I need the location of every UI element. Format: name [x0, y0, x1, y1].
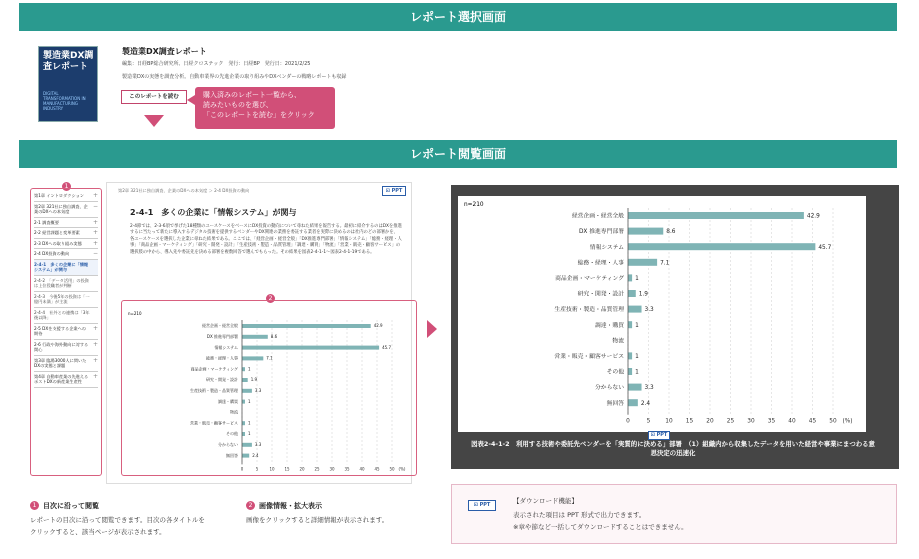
bar	[242, 454, 249, 458]
bar	[628, 212, 804, 219]
expand-icon[interactable]: +	[92, 192, 98, 199]
sidebar-item[interactable]	[34, 276, 98, 292]
category-label: DX 推進専門部署	[578, 229, 624, 236]
value-label: 3.3	[254, 442, 262, 447]
x-tick-label: 45	[808, 418, 817, 425]
bar	[628, 274, 632, 281]
bar	[628, 243, 815, 250]
bar	[628, 290, 636, 297]
download-text	[513, 509, 688, 533]
value-label: 45.7	[818, 244, 832, 251]
x-tick-label: 30	[747, 418, 755, 425]
bar	[628, 368, 632, 375]
sidebar-item[interactable]	[34, 239, 98, 250]
reader-screen-header: レポート閲覧画面	[19, 140, 897, 168]
sidebar-item-label: 第4章 自動車産業の先進えるポストDXの新産業生産性	[34, 373, 89, 384]
cover-title: 製造業DX調査レポート	[43, 51, 94, 72]
expand-icon[interactable]: +	[92, 218, 98, 226]
x-tick-label: 25	[314, 466, 320, 472]
category-label: 情報システム	[214, 344, 238, 350]
report-meta: 編集：日経BP総合研究所、日経クロステック 発行：日経BP 発行日：2021/2/25	[122, 61, 311, 67]
x-tick-label: 40	[359, 466, 365, 472]
bar	[242, 356, 263, 360]
download-line-2: ※章や節など一括してダウンロードすることはできません。	[513, 523, 688, 531]
value-label: 1.9	[638, 291, 649, 298]
bar	[242, 421, 245, 425]
enlarged-chart[interactable]	[458, 196, 866, 432]
sidebar-item[interactable]	[34, 372, 98, 388]
bar	[242, 400, 245, 404]
sidebar-item-label: 第2章 321社に独自調査、企業のDXへの本気度	[34, 203, 88, 214]
sidebar-item-label: 2-4-1 多くの企業に「情報システム」が関与	[34, 261, 89, 272]
callout-line-3: 「このレポートを読む」をクリック	[203, 111, 315, 119]
chart-caption: 図表2-4-1-2 利用する技術や委託先ベンダーを「実質的に決める」部署 （1）組織内から収集したデータを用いた経営や事業にまつわる意思決定の迅速化	[471, 440, 875, 457]
value-label: 1	[248, 420, 251, 426]
report-description: 製造業DXの実態を調査分析。自動車業界の先進企業の取り組みやDXベンダーの戦略レポートも収録	[122, 74, 347, 80]
toc-sidebar	[30, 188, 102, 476]
x-tick-label: 35	[344, 466, 350, 472]
bar	[628, 228, 663, 235]
sidebar-item-label: 第3章 臨場3000人に問いたDXの実態と課題	[34, 357, 87, 368]
sidebar-item[interactable]	[34, 202, 98, 218]
value-label: 2.4	[640, 400, 651, 407]
breadcrumb: 第2章 321社に独自調査、企業のDXへの本気度 ＞ 2-4 DX投資の動向	[118, 188, 250, 193]
value-label: 1	[635, 369, 639, 376]
sidebar-item-label: 2-1 調査概要	[34, 219, 59, 225]
category-label: 総務・経理・人事	[577, 260, 624, 267]
value-label: 1	[635, 276, 639, 282]
report-title: 製造業DX調査レポート	[122, 47, 207, 56]
x-tick-label: 5	[255, 466, 259, 472]
ppt-icon: ⊡	[473, 502, 478, 508]
sidebar-item[interactable]	[34, 260, 98, 276]
sidebar-item-label: 2-4-3 今後5年の投資は「一億円未満」が主流	[34, 293, 90, 304]
value-label: 8.6	[666, 229, 676, 236]
bar	[242, 389, 252, 393]
category-label: 無回答	[606, 400, 624, 407]
value-label: 42.9	[806, 213, 820, 220]
x-tick-label: 50	[829, 418, 837, 425]
callout-line-1: 購入済みのレポート一覧から、	[203, 91, 301, 99]
collapse-icon[interactable]: −	[92, 250, 98, 257]
right-arrow-icon	[427, 320, 437, 338]
down-arrow-icon	[144, 115, 164, 127]
category-label: 生産技術・製造・品質管理	[554, 307, 624, 314]
feature-two-title: 画像情報・拡大表示	[259, 502, 322, 510]
bar	[242, 335, 268, 339]
feature-one-desc-1: レポートの目次に沿って閲覧できます。目次の各タイトルを	[30, 516, 205, 524]
x-tick-label: 20	[706, 418, 714, 425]
value-label: 1	[248, 366, 251, 372]
sidebar-item[interactable]	[34, 340, 98, 356]
chart-note: n=210	[128, 311, 142, 316]
section-body: 2-4節では、2-3-6項で挙げた18種類のユースケースをベースにDX投資の動向について尋ねた結果を報告する。最初に紹介するのはDXを推進するに当たって新たに導入するデジタル技術を提供するベンダーやDX関連の業務を委託する業者を実際に決めるのは社内のどの部署かを、各ユースケースを選択した企業に尋ねた結果である。ここでは、「経営企画・経営全般」「DX推進専門部署」「情報システム」「総務・経理・人事」「商品企画・マーケティング」「研究・開発・設計」「生産技術・製造・品質管理」「調達・購買」「物流」「営業・販売・顧客サービス」の選択肢の中から、導入先や委託先を決める部署を複数回答で選んでもらった。その結果を図表2-4-1-1〜図表2-4-1-19である。	[130, 224, 402, 255]
category-label: 調達・購買	[595, 322, 624, 329]
section-title: 2-4-1 多くの企業に「情報システム」が関与	[130, 208, 297, 217]
x-unit-label: (%)	[842, 418, 853, 425]
bar	[628, 259, 657, 266]
sidebar-item[interactable]	[34, 228, 98, 239]
x-tick-label: 5	[646, 418, 651, 425]
bar	[628, 321, 632, 328]
x-tick-label: 30	[329, 466, 335, 472]
expand-icon[interactable]: +	[92, 239, 98, 247]
bar	[242, 432, 245, 436]
feature-two-desc: 画像をクリックすると詳細情報が表示されます。	[246, 516, 389, 524]
value-label: 1	[248, 398, 251, 404]
sidebar-item[interactable]	[34, 324, 98, 340]
ppt-download-button[interactable]	[382, 186, 406, 196]
sidebar-item[interactable]	[34, 356, 98, 372]
category-label: 営業・販売・顧客サービス	[554, 354, 624, 360]
category-label: 商品企画・マーケティング	[190, 366, 238, 372]
read-report-button[interactable]: このレポートを読む	[121, 90, 187, 104]
sidebar-item[interactable]	[34, 249, 98, 260]
value-label: 7.1	[660, 260, 670, 267]
value-label: 3.3	[254, 388, 262, 393]
value-label: 3.3	[644, 307, 654, 314]
x-tick-label: 50	[389, 466, 395, 472]
sidebar-item-label: 第1章 イントロダクション	[34, 193, 84, 198]
sidebar-item-label: 2-3 DXへの取り組み実態	[34, 240, 82, 246]
x-tick-label: 25	[726, 418, 735, 425]
value-label: 42.9	[373, 323, 383, 329]
category-label: 商品企画・マーケティング	[555, 276, 624, 282]
category-label: 物流	[612, 338, 624, 345]
badge-two: 2	[246, 501, 255, 510]
x-tick-label: 10	[269, 466, 275, 472]
category-label: 分からない	[595, 385, 624, 392]
sidebar-item[interactable]	[34, 308, 98, 324]
badge-two: 2	[266, 294, 275, 303]
x-tick-label: 20	[299, 466, 305, 472]
x-tick-label: 15	[685, 418, 694, 425]
feature-one-title: 目次に沿って閲覧	[43, 502, 99, 510]
instruction-callout	[195, 87, 335, 129]
ppt-label: PPT	[391, 188, 403, 194]
bar	[628, 352, 632, 359]
value-label: 1	[248, 431, 251, 437]
category-label: DX 推進専門部署	[206, 334, 238, 339]
cover-subtitle: DIGITAL TRANSFORMATION IN MANUFACTURING INDUSTRY	[43, 91, 86, 111]
x-tick-label: 15	[284, 466, 290, 472]
value-label: 7.1	[266, 355, 273, 361]
chart-thumbnail[interactable]	[121, 300, 417, 476]
category-label: その他	[226, 431, 238, 437]
sidebar-item-label: 2-4-2 「データ活用」の投資は上位役職者が判断	[34, 277, 89, 288]
collapse-icon[interactable]: −	[92, 202, 98, 210]
callout-line-2: 読みたいものを選び、	[203, 101, 273, 109]
bar	[628, 384, 642, 391]
expand-icon[interactable]: +	[92, 324, 98, 332]
category-label: 営業・販売・顧客サービス	[190, 420, 238, 426]
sidebar-item[interactable]	[34, 218, 98, 229]
overlay-ppt-button[interactable]	[648, 431, 670, 440]
sidebar-item-label: 2-2 経営課題と変革要素	[34, 230, 80, 235]
sidebar-item-label: 2-5 DXを支援する企業への期待	[34, 325, 86, 336]
bar	[242, 443, 252, 447]
category-label: その他	[606, 369, 624, 376]
category-label: 経営企画・経営全般	[571, 213, 624, 220]
sidebar-item[interactable]	[34, 292, 98, 308]
badge-one: 1	[30, 501, 39, 510]
ppt-icon: ⊡	[650, 432, 655, 438]
download-title: 【ダウンロード機能】	[513, 497, 578, 505]
sidebar-item-label: 2-4 DX投資の動向	[34, 251, 70, 256]
category-label: 無回答	[226, 452, 238, 458]
value-label: 8.6	[270, 334, 278, 339]
x-tick-label: 0	[240, 466, 244, 472]
category-label: 調達・購買	[218, 398, 238, 404]
selection-screen-header: レポート選択画面	[19, 3, 897, 31]
value-label: 45.7	[382, 344, 392, 350]
ppt-icon: ⊡	[385, 188, 390, 194]
category-label: 総務・経理・人事	[206, 355, 238, 361]
badge-one: 1	[62, 182, 71, 191]
category-label: 研究・開発・設計	[577, 291, 624, 298]
category-label: 経営企画・経営全般	[202, 323, 238, 329]
value-label: 2.4	[252, 452, 259, 458]
ppt-label: PPT	[479, 502, 491, 508]
expand-icon[interactable]: +	[92, 229, 98, 236]
bar	[242, 367, 245, 371]
big-chart-svg	[458, 196, 866, 432]
bar	[242, 346, 379, 350]
expand-icon[interactable]: +	[92, 340, 98, 348]
value-label: 3.3	[644, 385, 654, 392]
x-tick-label: 45	[374, 466, 380, 472]
download-line-1: 表示された項目は PPT 形式で出力できます。	[513, 511, 646, 519]
download-ppt-icon	[468, 500, 496, 511]
x-unit-label: (%)	[398, 466, 406, 472]
category-label: 生産技術・製造・品質管理	[190, 388, 238, 393]
x-tick-label: 0	[626, 418, 630, 425]
value-label: 1.9	[250, 377, 258, 383]
category-label: 物流	[230, 409, 238, 415]
ppt-label: PPT	[656, 432, 668, 438]
chart-note: n=210	[464, 202, 484, 208]
x-tick-label: 10	[665, 418, 673, 425]
bar	[242, 378, 248, 382]
bar	[628, 306, 642, 313]
sidebar-item[interactable]	[34, 191, 98, 202]
bar	[628, 399, 638, 406]
x-tick-label: 40	[788, 418, 796, 425]
expand-icon[interactable]: +	[92, 356, 98, 364]
value-label: 1	[635, 322, 639, 329]
category-label: 研究・開発・設計	[206, 377, 238, 383]
category-label: 情報システム	[589, 244, 624, 251]
category-label: 分からない	[218, 442, 238, 447]
feature-one-desc-2: クリックすると、該当ページが表示されます。	[30, 528, 166, 536]
sidebar-item-label: 2-6 行政や海外動向に対する関心	[34, 341, 89, 352]
sidebar-item-label: 2-4-4 社外との連携は「3年後以降」	[34, 309, 90, 320]
value-label: 1	[635, 354, 639, 360]
bar	[242, 324, 371, 328]
x-tick-label: 35	[767, 418, 776, 425]
small-chart-svg[interactable]	[122, 301, 416, 475]
expand-icon[interactable]: +	[92, 372, 98, 380]
report-cover[interactable]	[38, 46, 98, 122]
